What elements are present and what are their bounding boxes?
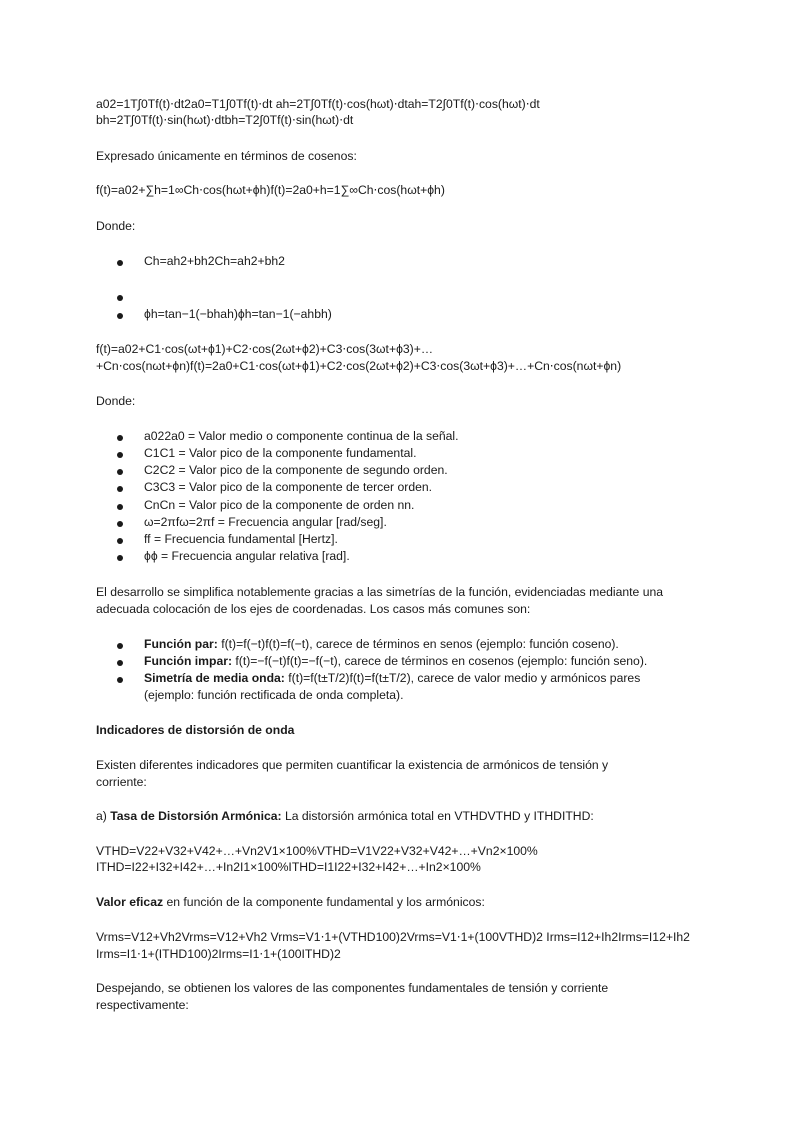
rms-bold-label: Valor eficaz: [96, 895, 164, 909]
rms-definition: [96, 894, 485, 910]
symmetry-paragraph: El desarrollo se simplifica notablemente gracias a las simetrías de la función, evidenciadas mediante una adecuada colocación de los ejes de coordenadas. Los casos más comunes son:: [96, 585, 664, 616]
bullet-dot: [117, 677, 123, 683]
list-item: C1C1 = Valor pico de la componente fundamental.: [144, 446, 417, 460]
fourier-expansion-formula: f(t)=a02+C1⋅cos⁡(ωt+ϕ1)+C2⋅cos⁡(2ωt+ϕ2)+C3⋅cos⁡(3ωt+ϕ3)+…+Cn⋅cos⁡(nωt+ϕn)f(t)=2a0+C1⋅cos(ωt+ϕ1)+C2⋅cos(2ωt+ϕ2)+C3⋅cos(3ωt+ϕ3)+…+Cn⋅cos(nωt+ϕn): [96, 342, 622, 373]
list-item: C3C3 = Valor pico de la componente de tercer orden.: [144, 480, 433, 494]
list-item-text: f(t)=−f(−t)f(t)=−f(−t), carece de términos en cosenos (ejemplo: función seno).: [232, 654, 648, 668]
section-heading: Indicadores de distorsión de onda: [96, 723, 295, 737]
donde-label-2: Donde:: [96, 394, 136, 408]
bullet-dot: [117, 504, 123, 510]
bullet-dot: [117, 555, 123, 561]
list-item-odd-function: [144, 653, 647, 670]
bullet-dot: [117, 452, 123, 458]
bullet-dot: [117, 435, 123, 441]
thd-bold-label: Tasa de Distorsión Armónica:: [110, 809, 282, 823]
list-item-bold-label: Función impar:: [144, 654, 233, 668]
list-item: ff = Frecuencia fundamental [Hertz].: [144, 532, 338, 546]
bullet-dot: [117, 260, 123, 266]
fourier-coefficient-line-2: bh=2T∫0Tf(t)⋅sin⁡(hωt)⋅dtbh=T2∫0Tf(t)⋅sin(hωt)⋅dt: [96, 113, 354, 127]
list-item: ω=2πfω=2πf = Frecuencia angular [rad/seg].: [144, 515, 387, 529]
list-item: a022a0 = Valor medio o componente continua de la señal.: [144, 429, 459, 443]
list-item: ϕϕ = Frecuencia angular relativa [rad].: [144, 549, 350, 563]
rms-text: en función de la componente fundamental y los armónicos:: [163, 895, 485, 909]
donde-label-1: Donde:: [96, 219, 136, 233]
list-item: C2C2 = Valor pico de la componente de segundo orden.: [144, 463, 448, 477]
list-item: CnCn = Valor pico de la componente de orden nn.: [144, 498, 415, 512]
bullet-dot: [117, 295, 123, 301]
ithd-formula: ITHD=I22+I32+I42+…+In2I1×100%ITHD=I1I22+I32+I42+…+In2×100%: [96, 860, 481, 874]
bullet-dot: [117, 538, 123, 544]
bullet-dot: [117, 469, 123, 475]
cosines-formula: f(t)=a02+∑h=1∞Ch⋅cos⁡(hωt+ϕh)f(t)=2a0+h=1∑∞Ch⋅cos(hωt+ϕh): [96, 183, 445, 197]
vthd-formula: VTHD=V22+V32+V42+…+Vn2V1×100%VTHD=V1V22+V32+V42+…+Vn2×100%: [96, 844, 538, 858]
thd-text: La distorsión armónica total en VTHDVTHD y ITHDITHD:: [281, 809, 594, 823]
thd-prefix: a): [96, 809, 111, 823]
thd-definition: [96, 808, 594, 824]
list-item: Ch=ah2+bh2Ch=ah2+bh2: [144, 254, 285, 268]
bullet-dot: [117, 643, 123, 649]
list-item-text: f(t)=f(t±T/2)f(t)=f(t±T/2), carece de valor medio y armónicos pares (ejemplo: función rectificada de onda completa).: [144, 671, 641, 702]
bullet-dot: [117, 521, 123, 527]
fourier-coefficient-line-1: a02=1T∫0Tf(t)⋅dt2a0=T1∫0Tf(t)⋅dt ah=2T∫0Tf(t)⋅cos⁡(hωt)⋅dtah=T2∫0Tf(t)⋅cos(hωt)⋅dt: [96, 97, 540, 111]
list-item-bold-label: Simetría de media onda:: [144, 671, 285, 685]
list-item-bold-label: Función par:: [144, 637, 218, 651]
list-item-text: f(t)=f(−t)f(t)=f(−t), carece de términos en senos (ejemplo: función coseno).: [217, 637, 619, 651]
cosines-intro: Expresado únicamente en términos de cosenos:: [96, 149, 357, 163]
indicators-paragraph: Existen diferentes indicadores que permiten cuantificar la existencia de armónicos de tensión y corriente:: [96, 758, 609, 789]
bullet-dot: [117, 313, 123, 319]
list-item-even-function: [144, 636, 619, 653]
list-item: ϕh=tan⁡−1(−bhah)ϕh=tan−1(−ahbh): [144, 307, 332, 321]
list-item-half-wave: [144, 670, 684, 704]
bullet-dot: [117, 660, 123, 666]
bullet-dot: [117, 486, 123, 492]
closing-paragraph: Despejando, se obtienen los valores de las componentes fundamentales de tensión y corriente respectivamente:: [96, 981, 609, 1012]
rms-formula: Vrms=V12+Vh2Vrms=V12+Vh2 Vrms=V1⋅1+(VTHD100)2Vrms=V1⋅1+(100VTHD)2 Irms=I12+Ih2Irms=I12+Ih2 Irms=I1⋅1+(ITHD100)2Irms=I1⋅1+(100ITHD)2: [96, 930, 690, 961]
